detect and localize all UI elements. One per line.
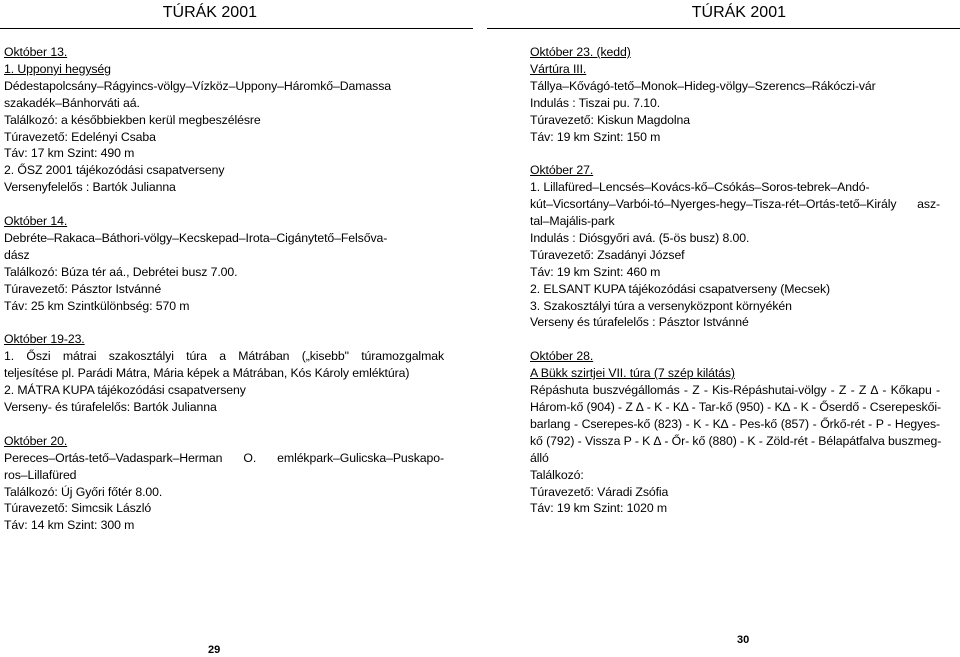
tour-detail-line: Túravezető: Pásztor Istvánné [4, 281, 162, 296]
tour-section [4, 314, 444, 415]
tour-detail-line: Túravezető: Edelényi Csaba [4, 129, 156, 144]
tour-detail-line: Találkozó: [530, 467, 584, 482]
tour-date: Október 28. [530, 349, 594, 364]
tour-section [530, 145, 940, 331]
tour-detail-line: Találkozó: Búza tér aá., Debrétei busz 7.00. [4, 264, 238, 279]
header-rule [487, 28, 960, 29]
tour-detail-line: Tállya–Kővágó-tető–Monok–Hideg-völgy–Szerencs–Rákóczi-vár [530, 78, 876, 93]
tour-detail-line: Túravezető: Váradi Zsófia [530, 484, 669, 499]
tour-detail-line: Táv: 19 km Szint: 150 m [530, 129, 661, 144]
tour-detail-line: 2. ELSANT KUPA tájékozódási csapatverseny (Mecsek) [530, 281, 831, 296]
tour-detail-line: álló [530, 450, 549, 465]
tour-detail-line: Indulás : Diósgyőri avá. (5-ös busz) 8.00. [530, 230, 750, 245]
section-gap [4, 196, 444, 213]
tour-detail-line: Táv: 25 km Szintkülönbség: 570 m [4, 298, 190, 313]
tour-list [4, 44, 444, 534]
tour-detail-line: Dédestapolcsány–Rágyincs-völgy–Vízköz–Uppony–Háromkő–Damassa [4, 78, 392, 93]
header-rule [0, 28, 473, 29]
tour-detail-line: Találkozó: Új Győri főtér 8.00. [4, 484, 163, 499]
tour-date: Október 20. [4, 433, 68, 448]
tour-detail-line: Túravezető: Zsadányi József [530, 247, 685, 262]
tour-list [530, 44, 940, 517]
tour-date: Október 19-23. [4, 332, 85, 347]
tour-detail-line: kő (792) - Vissza P - K ∆ - Őr- kő (880) - K - Zöld-rét - Bélapátfalva buszmeg- [530, 433, 942, 448]
tour-detail-line: A Bükk szirtjei VII. túra (7 szép kilátás) [530, 366, 735, 381]
tour-section [530, 44, 940, 145]
tour-detail-line: dász [4, 247, 30, 262]
tour-detail-line: Répáshuta buszvégállomás - Z - Kis-Répáshutai-völgy - Z - Z ∆ - Kőkapu - [530, 383, 940, 398]
tour-detail-line: Verseny- és túrafelelős: Bartók Julianna [4, 400, 217, 414]
tour-detail-line: ros–Lillafüred [4, 467, 77, 482]
tour-detail-line: Verseny és túrafelelős : Pásztor Istvánné [530, 315, 749, 330]
tour-detail-line: 3. Szakosztályi túra a versenyközpont környékén [530, 298, 792, 313]
section-gap [4, 314, 444, 331]
page-header: TÚRÁK 2001 [162, 4, 257, 21]
tour-section [4, 44, 444, 196]
tour-detail-line: 1. Őszi mátrai szakosztályi túra a Mátrában („kisebb" túramozgalmak [4, 349, 444, 364]
tour-detail-line: Táv: 14 km Szint: 300 m [4, 518, 135, 533]
tour-detail-line: Táv: 19 km Szint: 460 m [530, 264, 661, 279]
tour-detail-line: kút–Vicsortány–Varbói-tó–Nyerges-hegy–Tisza-rét–Ortás-tető–Király asz- [530, 197, 940, 212]
right-page [480, 0, 960, 657]
tour-detail-line: Debréte–Rakaca–Báthori-völgy–Kecskepad–Irota–Cigánytető–Felsőva- [4, 230, 388, 245]
tour-detail-line: Versenyfelelős : Bartók Julianna [4, 180, 176, 195]
tour-detail-line: Indulás : Tiszai pu. 7.10. [530, 95, 661, 110]
tour-detail-line: Vártúra III. [530, 61, 587, 76]
page-header: TÚRÁK 2001 [691, 4, 786, 21]
tour-date: Október 27. [530, 163, 594, 178]
section-gap [4, 416, 444, 433]
tour-detail-line: Három-kő (904) - Z ∆ - K - K∆ - Tar-kő (950) - K∆ - K - Őserdő - Cserepeskői- [530, 400, 941, 414]
tour-detail-line: szakadék–Bánhorváti aá. [4, 95, 140, 110]
tour-detail-line: Túravezető: Simcsik László [4, 501, 152, 516]
tour-detail-line: 2. MÁTRA KUPA tájékozódási csapatverseny [4, 383, 246, 398]
tour-detail-line: 1. Lillafüred–Lencsés–Kovács-kő–Csókás–Soros-tebrek–Andó- [530, 180, 870, 195]
tour-section [4, 416, 444, 534]
tour-detail-line: teljesítése pl. Parádi Mátra, Mária képek a Mátrában, Kós Károly emléktúra) [4, 366, 410, 381]
tour-detail-line: Túravezető: Kiskun Magdolna [530, 112, 690, 127]
tour-detail-line: 2. ŐSZ 2001 tájékozódási csapatverseny [4, 163, 225, 178]
section-gap [530, 331, 940, 348]
tour-date: Október 13. [4, 45, 68, 59]
tour-detail-line: Pereces–Ortás-tető–Vadaspark–Herman O. emlékpark–Gulicska–Puskapo- [4, 450, 444, 465]
tour-detail-line: Táv: 19 km Szint: 1020 m [530, 501, 668, 516]
page-number: 29 [208, 644, 221, 656]
tour-detail-line: Táv: 17 km Szint: 490 m [4, 146, 135, 161]
tour-section [4, 196, 444, 314]
tour-date: Október 23. (kedd) [530, 45, 631, 59]
tour-date: Október 14. [4, 214, 68, 229]
tour-detail-line: 1. Upponyi hegység [4, 61, 111, 76]
tour-detail-line: tal–Majális-park [530, 214, 615, 229]
tour-detail-line: barlang - Cserepes-kő (823) - K - K∆ - Pes-kő (857) - Őrkő-rét - P - Hegyes- [530, 416, 940, 431]
page-number: 30 [737, 634, 750, 646]
tour-section [530, 331, 940, 517]
tour-detail-line: Találkozó: a későbbiekben kerül megbeszélésre [4, 112, 261, 127]
section-gap [530, 145, 940, 162]
